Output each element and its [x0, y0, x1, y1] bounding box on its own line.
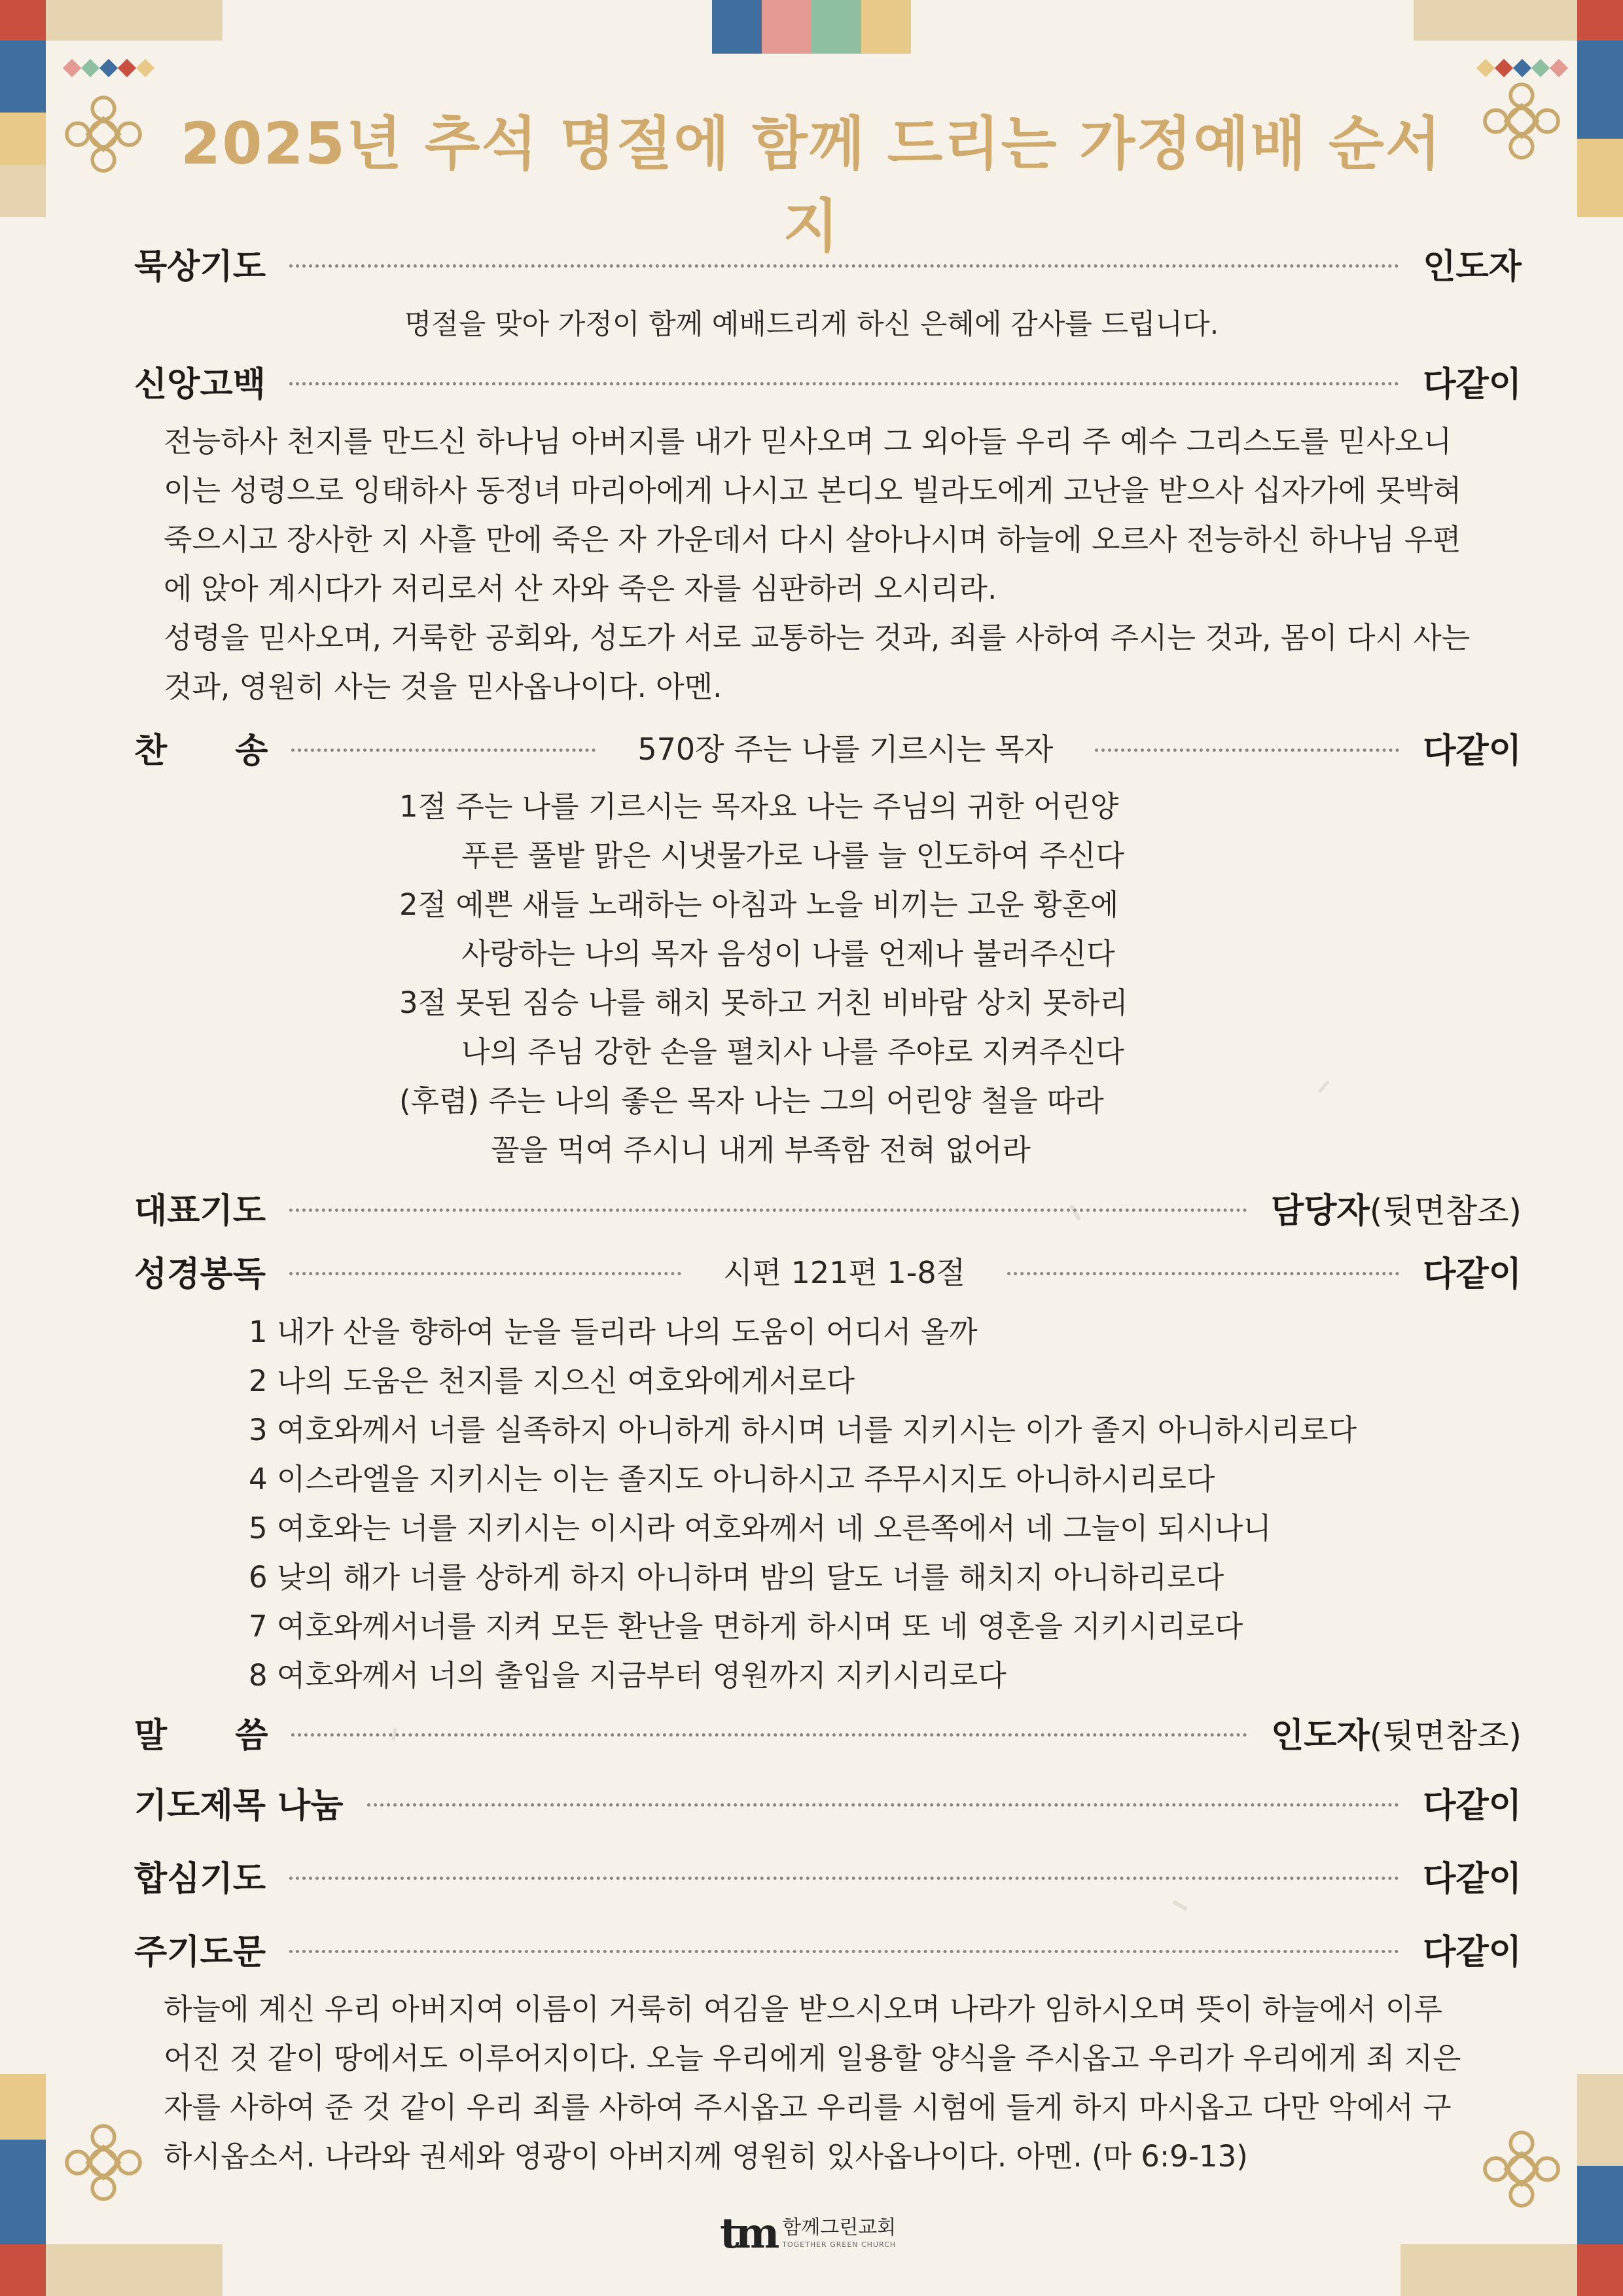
dotted-leader	[289, 1950, 1399, 1953]
item-label: 신앙고백	[134, 364, 266, 404]
corner-block	[1577, 139, 1623, 217]
dotted-leader	[289, 382, 1399, 385]
item-label: 기도제목 나눔	[134, 1786, 344, 1826]
dotted-leader	[289, 1272, 681, 1275]
scripture-verses	[249, 1307, 1357, 1700]
item-label: 말 씀	[134, 1716, 268, 1756]
hymn-line: 사랑하는 나의 목자 음성이 나를 언제나 불러주신다	[461, 936, 1115, 971]
order-lords-prayer	[134, 1921, 1522, 1976]
verse-line: 3 여호와께서 너를 실족하지 아니하게 하시며 너를 지키시는 이가 졸지 아니하시리로다	[249, 1413, 1357, 1447]
item-role: 다같이	[1423, 1786, 1522, 1826]
order-rep-prayer	[134, 1180, 1522, 1235]
item-label: 묵상기도	[134, 247, 266, 287]
item-role: 다같이	[1423, 731, 1522, 771]
church-name-english: TOGETHER GREEN CHURCH	[782, 2240, 897, 2249]
hymn-line: 2절 예쁜 새들 노래하는 아침과 노을 비끼는 고운 황혼에	[399, 887, 1119, 922]
hymn-title: 570장 주는 나를 기르시는 목자	[619, 726, 1071, 769]
hymn-line: 1절 주는 나를 기르시는 목자요 나는 주님의 귀한 어린양	[399, 789, 1119, 824]
dotted-leader	[289, 1877, 1399, 1880]
scripture-reference: 시편 121편 1-8절	[705, 1249, 984, 1292]
verse-line: 4 이스라엘을 지키시는 이는 졸지도 아니하시고 주무시지도 아니하시리로다	[249, 1462, 1215, 1496]
hymn-line: 나의 주님 강한 손을 펼치사 나를 주야로 지켜주신다	[461, 1034, 1125, 1069]
knot-ornament-icon	[58, 2117, 149, 2208]
hymn-line: 푸른 풀밭 맑은 시냇물가로 나를 늘 인도하여 주신다	[461, 838, 1125, 873]
diamond-dots-left	[65, 62, 152, 75]
silent-prayer-note: 명절을 맞아 가정이 함께 예배드리게 하신 은혜에 감사를 드립니다.	[404, 308, 1219, 341]
corner-block	[46, 2244, 223, 2296]
verse-line: 8 여호와께서 너의 출입을 지금부터 영원까지 지키시리로다	[249, 1658, 1007, 1693]
order-sermon	[134, 1704, 1522, 1759]
corner-block	[1577, 2166, 1623, 2244]
hymn-line: 3절 못된 짐승 나를 해치 못하고 거친 비바람 상치 못하리	[399, 985, 1128, 1020]
verse-line: 5 여호와는 너를 지키시는 이시라 여호와께서 네 오른쪽에서 네 그늘이 되시나니	[249, 1511, 1272, 1545]
corner-block	[1577, 41, 1623, 139]
order-scripture	[134, 1243, 1522, 1298]
dotted-leader	[291, 749, 596, 752]
dotted-leader	[289, 1209, 1247, 1212]
item-role: 다같이	[1423, 1859, 1522, 1899]
corner-block	[1414, 0, 1577, 41]
order-silent-prayer	[134, 236, 1522, 291]
item-label: 합심기도	[134, 1859, 266, 1899]
hymn-lyrics	[399, 782, 1128, 1174]
church-logo	[720, 2209, 896, 2258]
diamond-dots-right	[1479, 62, 1565, 75]
verse-line: 1 내가 산을 향하여 눈을 들리라 나의 도움이 어디서 올까	[249, 1315, 978, 1349]
corner-block	[0, 2074, 46, 2140]
item-role: 다같이	[1423, 364, 1522, 404]
corner-block	[0, 41, 46, 113]
lords-prayer-text: 하늘에 계신 우리 아버지여 이름이 거룩히 여김을 받으시오며 나라가 임하시오며 뜻이 하늘에서 이루 어진 것 같이 땅에서도 이루어지이다. 오늘 우리에게 일용할 양식을 주시옵고 우리가 우리에게 죄 지은 자를 사하여 준 것 같이 우리 죄를 사하여 주시옵고 우리를 시험에 들게 하지 마시옵고 다만 악에서 구 하시옵소서. 나라와 권세와 영광이 아버지께 영원히 있사옵나이다. 아멘. (마 6:9-13)	[164, 1992, 1461, 2174]
top-color-strip	[712, 0, 911, 54]
verse-line: 7 여호와께서너를 지켜 모든 환난을 면하게 하시며 또 네 영혼을 지키시리로다	[249, 1609, 1243, 1644]
corner-block	[0, 113, 46, 165]
order-unison-prayer	[134, 1848, 1522, 1903]
order-prayer-sharing	[134, 1775, 1522, 1829]
item-role: 인도자	[1423, 247, 1522, 287]
corner-block	[0, 2244, 46, 2296]
item-role: 다같이	[1423, 1932, 1522, 1972]
dotted-leader	[367, 1803, 1400, 1807]
dotted-leader	[1095, 749, 1399, 752]
dotted-leader	[289, 264, 1399, 268]
page-title: 2025년 추석 명절에 함께 드리는 가정예배 순서지	[181, 110, 1442, 260]
item-label: 성경봉독	[134, 1254, 266, 1294]
corner-block	[1577, 2074, 1623, 2166]
hymn-line: 꼴을 먹여 주시니 내게 부족함 전혀 없어라	[491, 1133, 1031, 1167]
item-role: 다같이	[1423, 1254, 1522, 1294]
corner-block	[0, 165, 46, 217]
corner-block	[1577, 2244, 1623, 2296]
knot-ornament-icon	[1476, 2123, 1567, 2215]
item-label: 주기도문	[134, 1932, 266, 1972]
item-label: 찬 송	[134, 731, 268, 771]
item-label: 대표기도	[134, 1191, 266, 1231]
hymn-line: (후렴) 주는 나의 좋은 목자 나는 그의 어린양 철을 따라	[399, 1084, 1104, 1118]
corner-block	[1577, 0, 1623, 41]
verse-line: 2 나의 도움은 천지를 지으신 여호와에게서로다	[249, 1364, 855, 1398]
verse-line: 6 낮의 해가 너를 상하게 하지 아니하며 밤의 달도 너를 해치지 아니하리로다	[249, 1560, 1224, 1595]
dotted-leader	[291, 1733, 1247, 1737]
order-hymn	[134, 720, 1522, 775]
knot-ornament-icon	[58, 88, 149, 180]
item-role: 담당자(뒷면참조)	[1271, 1191, 1522, 1231]
church-logo-mark: tm	[720, 2209, 776, 2258]
knot-ornament-icon	[1476, 75, 1567, 167]
item-role: 인도자(뒷면참조)	[1271, 1716, 1522, 1756]
church-name: 함께그린교회	[782, 2216, 897, 2239]
corner-block	[0, 2140, 46, 2244]
corner-block	[1400, 2244, 1577, 2296]
creed-text: 전능하사 천지를 만드신 하나님 아버지를 내가 믿사오며 그 외아들 우리 주 예수 그리스도를 믿사오니 이는 성령으로 잉태하사 동정녀 마리아에게 나시고 본디오 빌라도에게 고난을 받으사 십자가에 못박혀 죽으시고 장사한 지 사흘 만에 죽은 자 가운데서 다시 살아나시며 하늘에 오르사 전능하신 하나님 우편 에 앉아 계시다가 저리로서 산 자와 죽은 자를 심판하러 오시리라. 성령을 믿사오며, 거룩한 공회와, 성도가 서로 교통하는 것과, 죄를 사하여 주시는 것과, 몸이 다시 사는 것과, 영원히 사는 것을 믿사옵나이다. 아멘.	[164, 424, 1471, 704]
order-creed	[134, 353, 1522, 408]
corner-block	[0, 0, 46, 41]
corner-block	[46, 0, 223, 41]
dotted-leader	[1007, 1272, 1399, 1275]
